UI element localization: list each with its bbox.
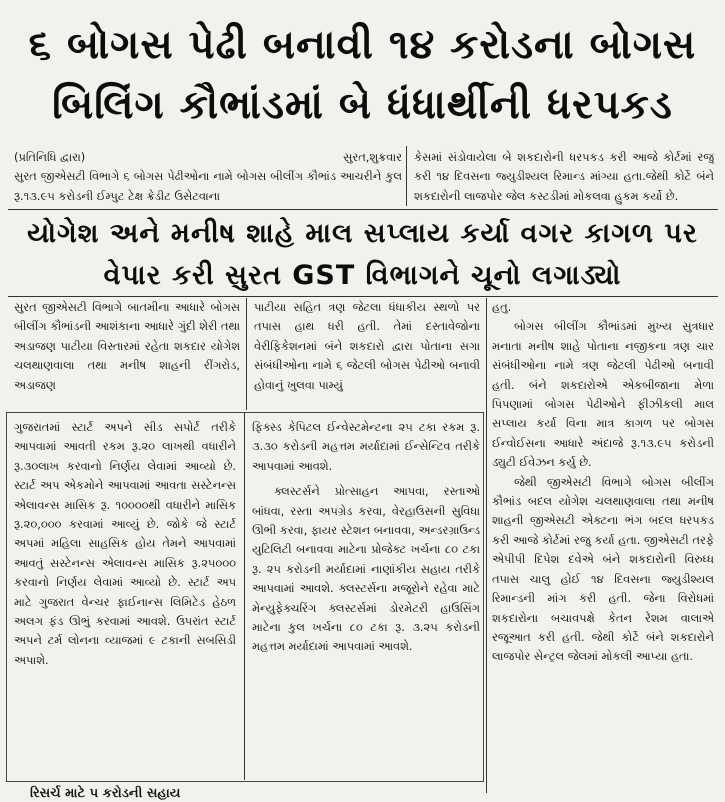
- story-column-2: [254, 298, 480, 410]
- story-col3-p3: જેથી જીએસટી વિભાગે બોગસ બીલીંગ કૌભાંડ બદલ યોગેશ ચલથાણવાલા તથા મનીષ શાહની જીએસટી એક્ટના ભંગ બદલ ધરપકડ કરી આજે કોર્ટમાં રજુ કર્યા હતા. જીએસટી તરફે એપીપી દિપેશ દવેએ બંને શકદારોની વિરુધ્ધ તપાસ ચાલુ હોઈ ૧૪ દિવસના જ્યુડીશ્યલ રિમાન્ડની માંગ કરી હતી. જેના વિરોધમાં શકદારોના બચાવપક્ષે કેતન રેશમ વાલાએ રજૂઆત કરી હતી. જેથી કોર્ટે બંને શકદારોને લાજપોર સેન્ટ્રલ જેલમાં મોકલી આપ્યા હતા.: [492, 474, 714, 664]
- story-col1-text: સુરત જીએસટી વિભાગે બાતમીના આધારે બોગસ બીલીંગ કૌભાંડની આશંકાના આધારે ગુંદી શેરી તથા અડાજણ પાટીયા વિસ્તારમાં રહેતા શકદાર યોગેશ ચલથાણવાલા તથા મનીષ શાહની રીંગરોડ, અડાજણ: [14, 300, 240, 392]
- lead-row: [14, 148, 402, 167]
- story-column-1: [14, 298, 240, 410]
- dateline: સુરત,શુક્રવાર: [343, 150, 402, 164]
- story-col2-text: પાટીયા સહિત ત્રણ જેટલા ધંધાકીય સ્થળો પર તપાસ હાથ ધરી હતી. તેમાં દસ્તાવેજોના વેરીફિકેશનમાં બંને શકદારો દ્વારા પોતાના સગા સંબંધીઓના નામે ૬ જેટલી બોગસ પેઢીઓ બનાવી હોવાનું ખુલવા પામ્યું: [254, 300, 480, 392]
- headline-line-2: બિલિંગ કૌભાંડમાં બે ધંધાર્થીની ધરપકડ: [52, 82, 673, 128]
- subheadline-top-rule: [8, 209, 718, 210]
- byline: (પ્રતિનિધિ દ્વારા): [14, 150, 86, 164]
- subheadline-bottom-rule: [8, 296, 718, 297]
- startup-col2-p2: ક્લસ્ટર્સને પ્રોત્સાહન આપવા, રસ્તાઓ બાંધવા, રસ્તા અપગ્રેડ કરવા, વેરહાઉસની સુવિધા ઊભી કરવા, ફાયર સ્ટેશન બનાવવા, અન્ડરગ્રાઉન્ડ યુટિલિટી બનાવવા માટેના પ્રોજેક્ટ ખર્ચના ૮૦ ટકા રૂ. ૨૫ કરોડની મર્યાદામાં નાણાંકીય સહાય તરીકે આપવામાં આવશે. ક્લસ્ટર્સના મજૂરોને રહેવા માટે મેન્યુફેક્ચરિંગ ક્લસ્ટર્સમાં ડોરમેટરી હાઉસિંગ માટેના કુલ ખર્ચના ૮૦ ટકા રૂ. ૩.૨૫ કરોડની મહત્તમ મર્યાદામાં આપવામાં આવશે.: [252, 484, 480, 654]
- intro-column-divider: [406, 146, 407, 206]
- startup-column-1: [14, 418, 236, 778]
- startup-col2-p1: ફિક્સ્ડ કેપિટલ ઈન્વેસ્ટમેન્ટના ૨૫ ટકા રકમ રૂ. ૩.૩૦ કરોડની મહત્તમ મર્યાદામાં ઈન્સેન્ટિવ તરીકે આપવામાં આવશે.: [252, 420, 480, 473]
- story-divider-2: [486, 298, 487, 793]
- subheadline-line-1: યોગેશ અને મનીષ શાહે માલ સપ્લાય કર્યા વગર કાગળ પર: [27, 218, 698, 249]
- startup-divider: [244, 412, 245, 780]
- subheadline-line-2: વેપાર કરી સુરત GST વિભાગને ચૂનો લગાડ્યો: [103, 260, 622, 291]
- startup-column-2: [252, 418, 480, 778]
- startup-col1-text: ગુજરાતમાં સ્ટાર્ટ અપને સીડ સપોર્ટ તરીકે આપવામાં આવતી રકમ રૂ.૨૦ લાખથી વધારીને રૂ.૩૦લાખ કરવાનો નિર્ણય લેવામાં આવ્યો છે. સ્ટાર્ટ અપ એકમોને આપવામાં આવતા સસ્ટેનન્સ એલાવન્સ માસિક રૂ. ૧૦૦૦૦થી વધારીને માસિક રૂ.૨૦,૦૦૦ કરવામાં આવ્યું છે. જોકે જે સ્ટાર્ટ અપમાં મહિલા સાહસિક હોય તેમને આપવામાં આવતું સસ્ટેનન્સ એલાવન્સ માસિક રૂ.૨૫૦૦૦ કરવાનો નિર્ણય લેવામાં આવ્યો છે. સ્ટાર્ટ અપ માટે ગુજરાત વેન્ચર ફાઈનાન્સ લિમિટેડ હેઠળ અલગ ફંડ ઊભું કરવામાં આવશે. ઉપરાંત સ્ટાર્ટ અપને ટર્મ લોનના વ્યાજમાં ૯ ટકાની સબસિડી અપાશે.: [14, 420, 236, 667]
- intro-right-column: [414, 148, 714, 206]
- story-divider-1: [246, 298, 247, 410]
- story-column-3: [492, 298, 714, 793]
- story-col3-p1: હતુ.: [492, 300, 512, 314]
- intro-left-text: સુરત જીએસટી વિભાગે ૬ બોગસ પેઢીઓના નામે બોગસ બીલીંગ કૌભાંડ આચરીને કુલ રૂ.૧૩.૯૫ કરોડની ઈમ્પુટ ટેક્ષ ક્રેડીટ ઉસેટવાના: [14, 169, 402, 203]
- intro-left-column: [14, 148, 402, 206]
- story-col3-p2: બોગસ બીલીંગ કૌભાંડમાં મુખ્ય સુત્રધાર મનાતા મનીષ શાહે પોતાના નજીકના ત્રણ ચાર સંબંધીઓના નામે ત્રણ જેટલી પેઢીઓ બનાવી હતી. બંને શકદારોએ એકબીજાના મેળા પિપણામાં બોગસ પેઢીઓને ફીઝીકલી માલ સપ્લાય કર્યા વિના માત્ર કાગળ પર બોગસ ઈન્વોઈસના આધારે અંદાજે રૂ.૧૩.૯૫ કરોડની ડ્યુટી ઈવેઝન કર્યુ છે.: [492, 319, 714, 470]
- intro-right-text: કેસમાં સંડોવાયેલા બે શકદારોની ધરપકડ કરી આજે કોર્ટમાં રજુ કરી ૧૪ દિવસના જ્યુડીશ્યલ રિમાન્ડ માંગ્યા હતા.જેથી કોર્ટે બંને શકદારોની લાજપોર જેલ કસ્ટડીમાં મોકલવા હુકમ કર્યો છે.: [414, 150, 714, 203]
- headline-line-1: ૬ બોગસ પેઢી બનાવી ૧૪ કરોડના બોગસ: [28, 22, 697, 68]
- next-section-heading: રિસર્ચ માટે ૫ કરોડની સહાય: [30, 786, 181, 801]
